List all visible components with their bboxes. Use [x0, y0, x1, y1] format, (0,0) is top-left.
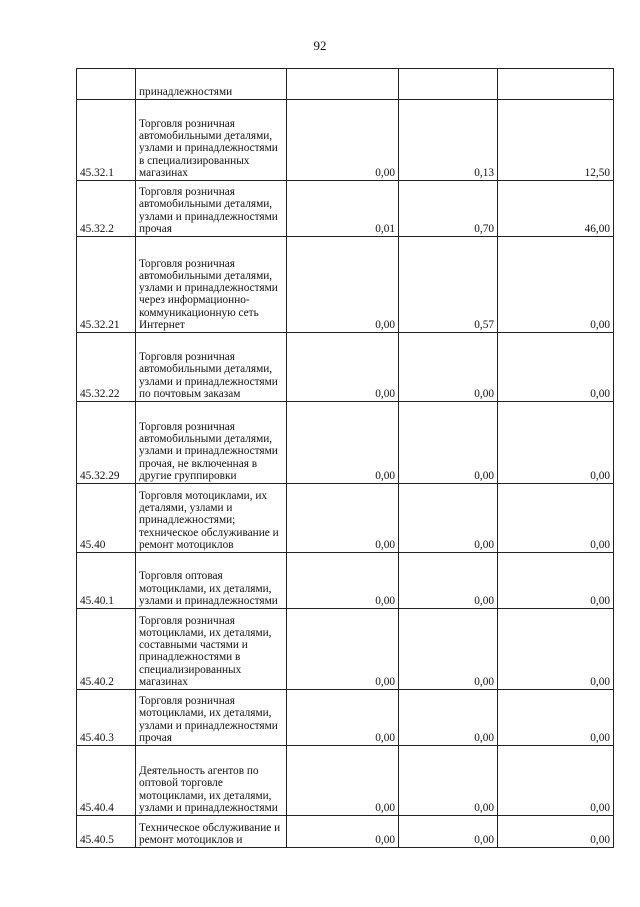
row-value-3: 0,00 — [498, 609, 614, 690]
row-name: Торговля розничная мотоциклами, их деталями, составными частями и принадлежностями в специализированных магазинах — [136, 609, 287, 690]
table-row — [77, 69, 614, 100]
row-code: 45.40.2 — [77, 609, 136, 690]
row-value-1: 0,00 — [287, 402, 399, 484]
row-value-1: 0,00 — [287, 746, 399, 816]
row-value-2: 0,00 — [399, 553, 498, 609]
row-value-2: 0,00 — [399, 746, 498, 816]
data-table — [76, 68, 614, 848]
row-value-1: 0,00 — [287, 609, 399, 690]
table-row — [77, 609, 614, 690]
row-value-3 — [498, 69, 614, 100]
page-number: 92 — [313, 38, 327, 53]
row-value-2: 0,00 — [399, 333, 498, 402]
row-value-1: 0,00 — [287, 237, 399, 333]
table-row — [77, 402, 614, 484]
row-code: 45.32.22 — [77, 333, 136, 402]
row-value-3: 12,50 — [498, 100, 614, 181]
row-code: 45.32.2 — [77, 181, 136, 237]
row-value-2: 0,13 — [399, 100, 498, 181]
row-name: Торговля розничная автомобильными деталями, узлами и принадлежностями прочая, не включенная в другие группировки — [136, 402, 287, 484]
row-code: 45.40.4 — [77, 746, 136, 816]
row-code: 45.40.1 — [77, 553, 136, 609]
table-row — [77, 100, 614, 181]
row-value-3: 0,00 — [498, 333, 614, 402]
table-row — [77, 690, 614, 746]
row-name: Торговля розничная мотоциклами, их деталями, узлами и принадлежностями прочая — [136, 690, 287, 746]
row-value-2: 0,00 — [399, 402, 498, 484]
row-value-1: 0,01 — [287, 181, 399, 237]
row-code: 45.32.21 — [77, 237, 136, 333]
row-value-1 — [287, 69, 399, 100]
row-value-1: 0,00 — [287, 484, 399, 553]
row-value-1: 0,00 — [287, 100, 399, 181]
row-code: 45.40.3 — [77, 690, 136, 746]
row-name: Торговля розничная автомобильными деталями, узлами и принадлежностями по почтовым заказам — [136, 333, 287, 402]
row-value-2: 0,00 — [399, 690, 498, 746]
row-value-3: 0,00 — [498, 690, 614, 746]
table-row — [77, 333, 614, 402]
row-name: Торговля розничная автомобильными деталями, узлами и принадлежностями через информационно-коммуникационную сеть Интернет — [136, 237, 287, 333]
row-value-3: 0,00 — [498, 816, 614, 848]
row-value-1: 0,00 — [287, 333, 399, 402]
row-value-2: 0,00 — [399, 816, 498, 848]
row-name: Торговля розничная автомобильными деталями, узлами и принадлежностями в специализированных магазинах — [136, 100, 287, 181]
row-code: 45.32.1 — [77, 100, 136, 181]
row-value-2: 0,57 — [399, 237, 498, 333]
row-name: Торговля розничная автомобильными деталями, узлами и принадлежностями прочая — [136, 181, 287, 237]
table-row — [77, 553, 614, 609]
table-row — [77, 746, 614, 816]
row-name: Деятельность агентов по оптовой торговле мотоциклами, их деталями, узлами и принадлежностями — [136, 746, 287, 816]
row-code: 45.40 — [77, 484, 136, 553]
row-value-3: 0,00 — [498, 553, 614, 609]
row-value-2 — [399, 69, 498, 100]
table-row — [77, 237, 614, 333]
table-row — [77, 816, 614, 848]
row-value-1: 0,00 — [287, 553, 399, 609]
row-value-3: 0,00 — [498, 402, 614, 484]
row-value-2: 0,00 — [399, 609, 498, 690]
row-code: 45.40.5 — [77, 816, 136, 848]
row-name: Торговля оптовая мотоциклами, их деталями, узлами и принадлежностями — [136, 553, 287, 609]
row-name: принадлежностями — [136, 69, 287, 100]
row-value-1: 0,00 — [287, 816, 399, 848]
row-value-3: 0,00 — [498, 484, 614, 553]
row-name: Техническое обслуживание и ремонт мотоциклов и — [136, 816, 287, 848]
row-code — [77, 69, 136, 100]
table-row — [77, 484, 614, 553]
row-value-3: 46,00 — [498, 181, 614, 237]
row-value-3: 0,00 — [498, 237, 614, 333]
row-value-3: 0,00 — [498, 746, 614, 816]
table-row — [77, 181, 614, 237]
row-value-1: 0,00 — [287, 690, 399, 746]
row-code: 45.32.29 — [77, 402, 136, 484]
row-value-2: 0,00 — [399, 484, 498, 553]
row-value-2: 0,70 — [399, 181, 498, 237]
row-name: Торговля мотоциклами, их деталями, узлами и принадлежностями; техническое обслуживание и ремонт мотоциклов — [136, 484, 287, 553]
